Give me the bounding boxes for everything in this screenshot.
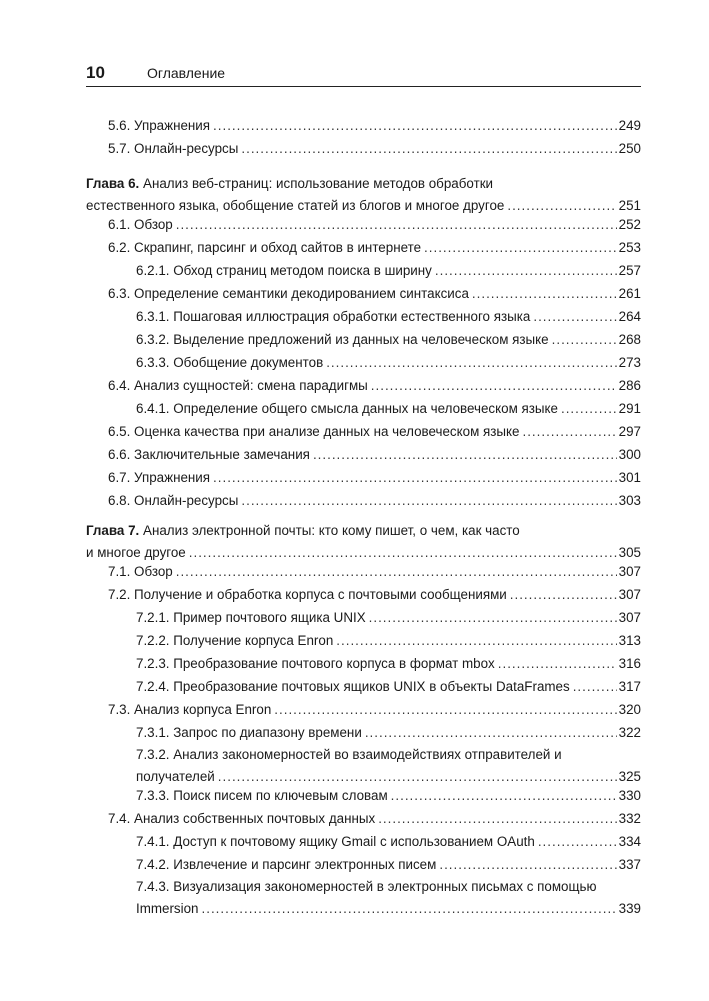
toc-page-number: 322	[618, 725, 641, 740]
toc-entry-row	[136, 655, 641, 672]
dot-leader	[533, 308, 616, 325]
dot-leader	[241, 140, 616, 157]
toc-page-number: 316	[618, 656, 641, 671]
toc-entry-row	[136, 900, 641, 917]
dot-leader	[391, 787, 617, 804]
toc-entry-row	[136, 678, 641, 695]
toc-entry-first-line	[136, 878, 641, 895]
toc-section-entry	[108, 117, 641, 134]
toc-entry-title: естественного языка, обобщение статей из блогов и многое другое	[86, 198, 505, 213]
toc-page-number: 325	[618, 769, 641, 784]
toc-entry-row	[136, 262, 641, 279]
toc-page-number: 339	[618, 901, 641, 916]
toc-page-number: 249	[618, 118, 641, 133]
dot-leader	[378, 810, 616, 827]
toc-page-number: 330	[618, 788, 641, 803]
toc-entry-row	[136, 768, 641, 785]
toc-subsection-entry	[136, 655, 641, 672]
toc-subsection-entry	[136, 632, 641, 649]
toc-page-number: 252	[618, 217, 641, 232]
toc-entry-row	[108, 446, 641, 463]
toc-section-entry	[108, 285, 641, 302]
toc-entry-title: 6.6. Заключительные замечания	[108, 447, 310, 462]
running-title: Оглавление	[147, 65, 226, 81]
toc-page-number: 307	[618, 564, 641, 579]
dot-leader	[439, 856, 616, 873]
dot-leader	[365, 724, 617, 741]
toc-entry-title: 6.3.3. Обобщение документов	[136, 355, 324, 370]
toc-subsection-entry	[136, 262, 641, 279]
toc-entry-row	[136, 856, 641, 873]
toc-subsection-entry	[136, 678, 641, 695]
toc-entry-row	[136, 354, 641, 371]
toc-entry-row	[136, 632, 641, 649]
toc-subsection-entry	[136, 746, 641, 785]
toc-subsection-entry	[136, 400, 641, 417]
toc-page-number: 291	[618, 401, 641, 416]
toc-entry-title: 6.5. Оценка качества при анализе данных на человеческом языке	[108, 424, 520, 439]
toc-subsection-entry	[136, 878, 641, 917]
toc-entry-row	[136, 787, 641, 804]
toc-entry-title-line1: 7.3.2. Анализ закономерностей во взаимодействиях отправителей и	[136, 747, 562, 762]
toc-subsection-entry	[136, 724, 641, 741]
toc-entry-row	[136, 308, 641, 325]
toc-entry-title-line1: Анализ электронной почты: кто кому пишет, о чем, как часто	[143, 523, 520, 538]
toc-entry-row	[136, 724, 641, 741]
dot-leader	[213, 469, 617, 486]
toc-entry-row	[136, 331, 641, 348]
toc-entry-row	[108, 423, 641, 440]
toc-entry-row	[136, 833, 641, 850]
dot-leader	[274, 701, 616, 718]
toc-section-entry	[108, 563, 641, 580]
toc-section-entry	[108, 140, 641, 157]
toc-entry-title: 7.2.2. Получение корпуса Enron	[136, 633, 334, 648]
toc-page-number: 251	[618, 198, 641, 213]
toc-section-entry	[108, 216, 641, 233]
toc-page-number: 261	[618, 286, 641, 301]
toc-page-number: 268	[618, 332, 641, 347]
toc-entry-title-line1: 7.4.3. Визуализация закономерностей в электронных письмах с помощью	[136, 879, 597, 894]
toc-section-entry	[108, 810, 641, 827]
dot-leader	[510, 586, 617, 603]
toc-entry-title: получателей	[136, 769, 215, 784]
chapter-label: Глава 6.	[86, 176, 140, 191]
chapter-label: Глава 7.	[86, 523, 140, 538]
toc-entry-row	[108, 239, 641, 256]
toc-entry-row	[108, 140, 641, 157]
toc-entry-row	[108, 586, 641, 603]
toc-entry-title: 5.6. Упражнения	[108, 118, 211, 133]
dot-leader	[313, 446, 617, 463]
toc-page-number: 332	[618, 811, 641, 826]
dot-leader	[189, 544, 617, 561]
toc-entry-row	[86, 197, 641, 214]
toc-entry-title: 6.3. Определение семантики декодированием синтаксиса	[108, 286, 469, 301]
dot-leader	[424, 239, 617, 256]
toc-entry-title: 7.3. Анализ корпуса Enron	[108, 702, 272, 717]
dot-leader	[213, 117, 617, 134]
toc-entry-first-line	[86, 175, 641, 192]
toc-entry-title: 5.7. Онлайн-ресурсы	[108, 141, 239, 156]
dot-leader	[552, 331, 617, 348]
toc-entry-row	[108, 285, 641, 302]
dot-leader	[241, 492, 616, 509]
toc-entry-row	[136, 609, 641, 626]
toc-entry-row	[108, 701, 641, 718]
toc-subsection-entry	[136, 787, 641, 804]
dot-leader	[371, 377, 617, 394]
toc-entry-title: 7.2.1. Пример почтового ящика UNIX	[136, 610, 366, 625]
toc-page-number: 250	[618, 141, 641, 156]
toc-page-number: 320	[618, 702, 641, 717]
toc-page-number: 337	[618, 857, 641, 872]
dot-leader	[218, 768, 617, 785]
toc-entry-title: 7.2.4. Преобразование почтовых ящиков UNIX в объекты DataFrames	[136, 679, 570, 694]
toc-page-number: 313	[618, 633, 641, 648]
toc-entry-row	[136, 400, 641, 417]
toc-subsection-entry	[136, 609, 641, 626]
dot-leader	[176, 216, 617, 233]
toc-entry-title-line1: Анализ веб-страниц: использование методов обработки	[143, 176, 494, 191]
toc-entry-title: 7.1. Обзор	[108, 564, 173, 579]
toc-entry-title: 6.4. Анализ сущностей: смена парадигмы	[108, 378, 368, 393]
toc-entry-title: 6.3.2. Выделение предложений из данных на человеческом языке	[136, 332, 549, 347]
toc-entry-title: 7.4.2. Извлечение и парсинг электронных писем	[136, 857, 437, 872]
toc-page-number: 297	[618, 424, 641, 439]
toc-page-number: 264	[618, 309, 641, 324]
dot-leader	[573, 678, 617, 695]
dot-leader	[507, 197, 616, 214]
toc-entry-title: Immersion	[136, 901, 199, 916]
page-number: 10	[86, 63, 105, 82]
toc-subsection-entry	[136, 833, 641, 850]
dot-leader	[202, 900, 617, 917]
toc-subsection-entry	[136, 856, 641, 873]
toc-entry-title: 6.1. Обзор	[108, 217, 173, 232]
dot-leader	[498, 655, 617, 672]
toc-entry-row	[108, 563, 641, 580]
toc-section-entry	[108, 446, 641, 463]
dot-leader	[561, 400, 617, 417]
toc-entry-title: 7.4. Анализ собственных почтовых данных	[108, 811, 376, 826]
toc-page-number: 253	[618, 240, 641, 255]
toc-entry-title: и многое другое	[86, 545, 186, 560]
toc-page-number: 300	[618, 447, 641, 462]
toc-entry-title: 6.2. Скрапинг, парсинг и обход сайтов в интернете	[108, 240, 422, 255]
toc-page-number: 317	[618, 679, 641, 694]
toc-section-entry	[108, 492, 641, 509]
toc-entry-title: 6.2.1. Обход страниц методом поиска в ширину	[136, 263, 432, 278]
toc-entry-title: 7.2.3. Преобразование почтового корпуса в формат mbox	[136, 656, 495, 671]
toc-entry-first-line	[86, 522, 641, 539]
toc-page-number: 257	[618, 263, 641, 278]
toc-entry-title: 7.2. Получение и обработка корпуса с почтовыми сообщениями	[108, 587, 507, 602]
dot-leader	[522, 423, 616, 440]
dot-leader	[176, 563, 617, 580]
toc-section-entry	[108, 239, 641, 256]
toc-subsection-entry	[136, 354, 641, 371]
toc-chapter-entry	[86, 522, 641, 561]
toc-entry-row	[108, 117, 641, 134]
toc-entry-row	[108, 377, 641, 394]
toc-entry-row	[108, 492, 641, 509]
toc-page-number: 303	[618, 493, 641, 508]
page-header	[86, 62, 641, 87]
toc-subsection-entry	[136, 308, 641, 325]
toc-entry-title: 6.4.1. Определение общего смысла данных на человеческом языке	[136, 401, 558, 416]
toc-subsection-entry	[136, 331, 641, 348]
toc-section-entry	[108, 377, 641, 394]
toc-entry-row	[86, 544, 641, 561]
toc-section-entry	[108, 701, 641, 718]
toc-entry-title: 7.3.1. Запрос по диапазону времени	[136, 725, 362, 740]
dot-leader	[326, 354, 616, 371]
toc-page-number: 301	[618, 470, 641, 485]
toc-page-number: 307	[618, 610, 641, 625]
toc-entry-title: 6.3.1. Пошаговая иллюстрация обработки естественного языка	[136, 309, 531, 324]
toc-chapter-entry	[86, 175, 641, 214]
toc-page-number: 286	[618, 378, 641, 393]
toc-entry-row	[108, 810, 641, 827]
toc-section-entry	[108, 423, 641, 440]
toc-section-entry	[108, 469, 641, 486]
dot-leader	[336, 632, 616, 649]
dot-leader	[435, 262, 617, 279]
toc-page-number: 273	[618, 355, 641, 370]
dot-leader	[369, 609, 617, 626]
toc-page-number: 305	[618, 545, 641, 560]
dot-leader	[472, 285, 617, 302]
toc-entry-row	[108, 216, 641, 233]
dot-leader	[538, 833, 617, 850]
toc-page-number: 334	[618, 834, 641, 849]
toc-entry-row	[108, 469, 641, 486]
toc-page-number: 307	[618, 587, 641, 602]
toc-entry-title: 7.3.3. Поиск писем по ключевым словам	[136, 788, 388, 803]
toc-entry-title: 6.8. Онлайн-ресурсы	[108, 493, 239, 508]
toc-entry-title: 6.7. Упражнения	[108, 470, 211, 485]
toc-entry-first-line	[136, 746, 641, 763]
toc-section-entry	[108, 586, 641, 603]
toc-entry-title: 7.4.1. Доступ к почтовому ящику Gmail с использованием OAuth	[136, 834, 535, 849]
